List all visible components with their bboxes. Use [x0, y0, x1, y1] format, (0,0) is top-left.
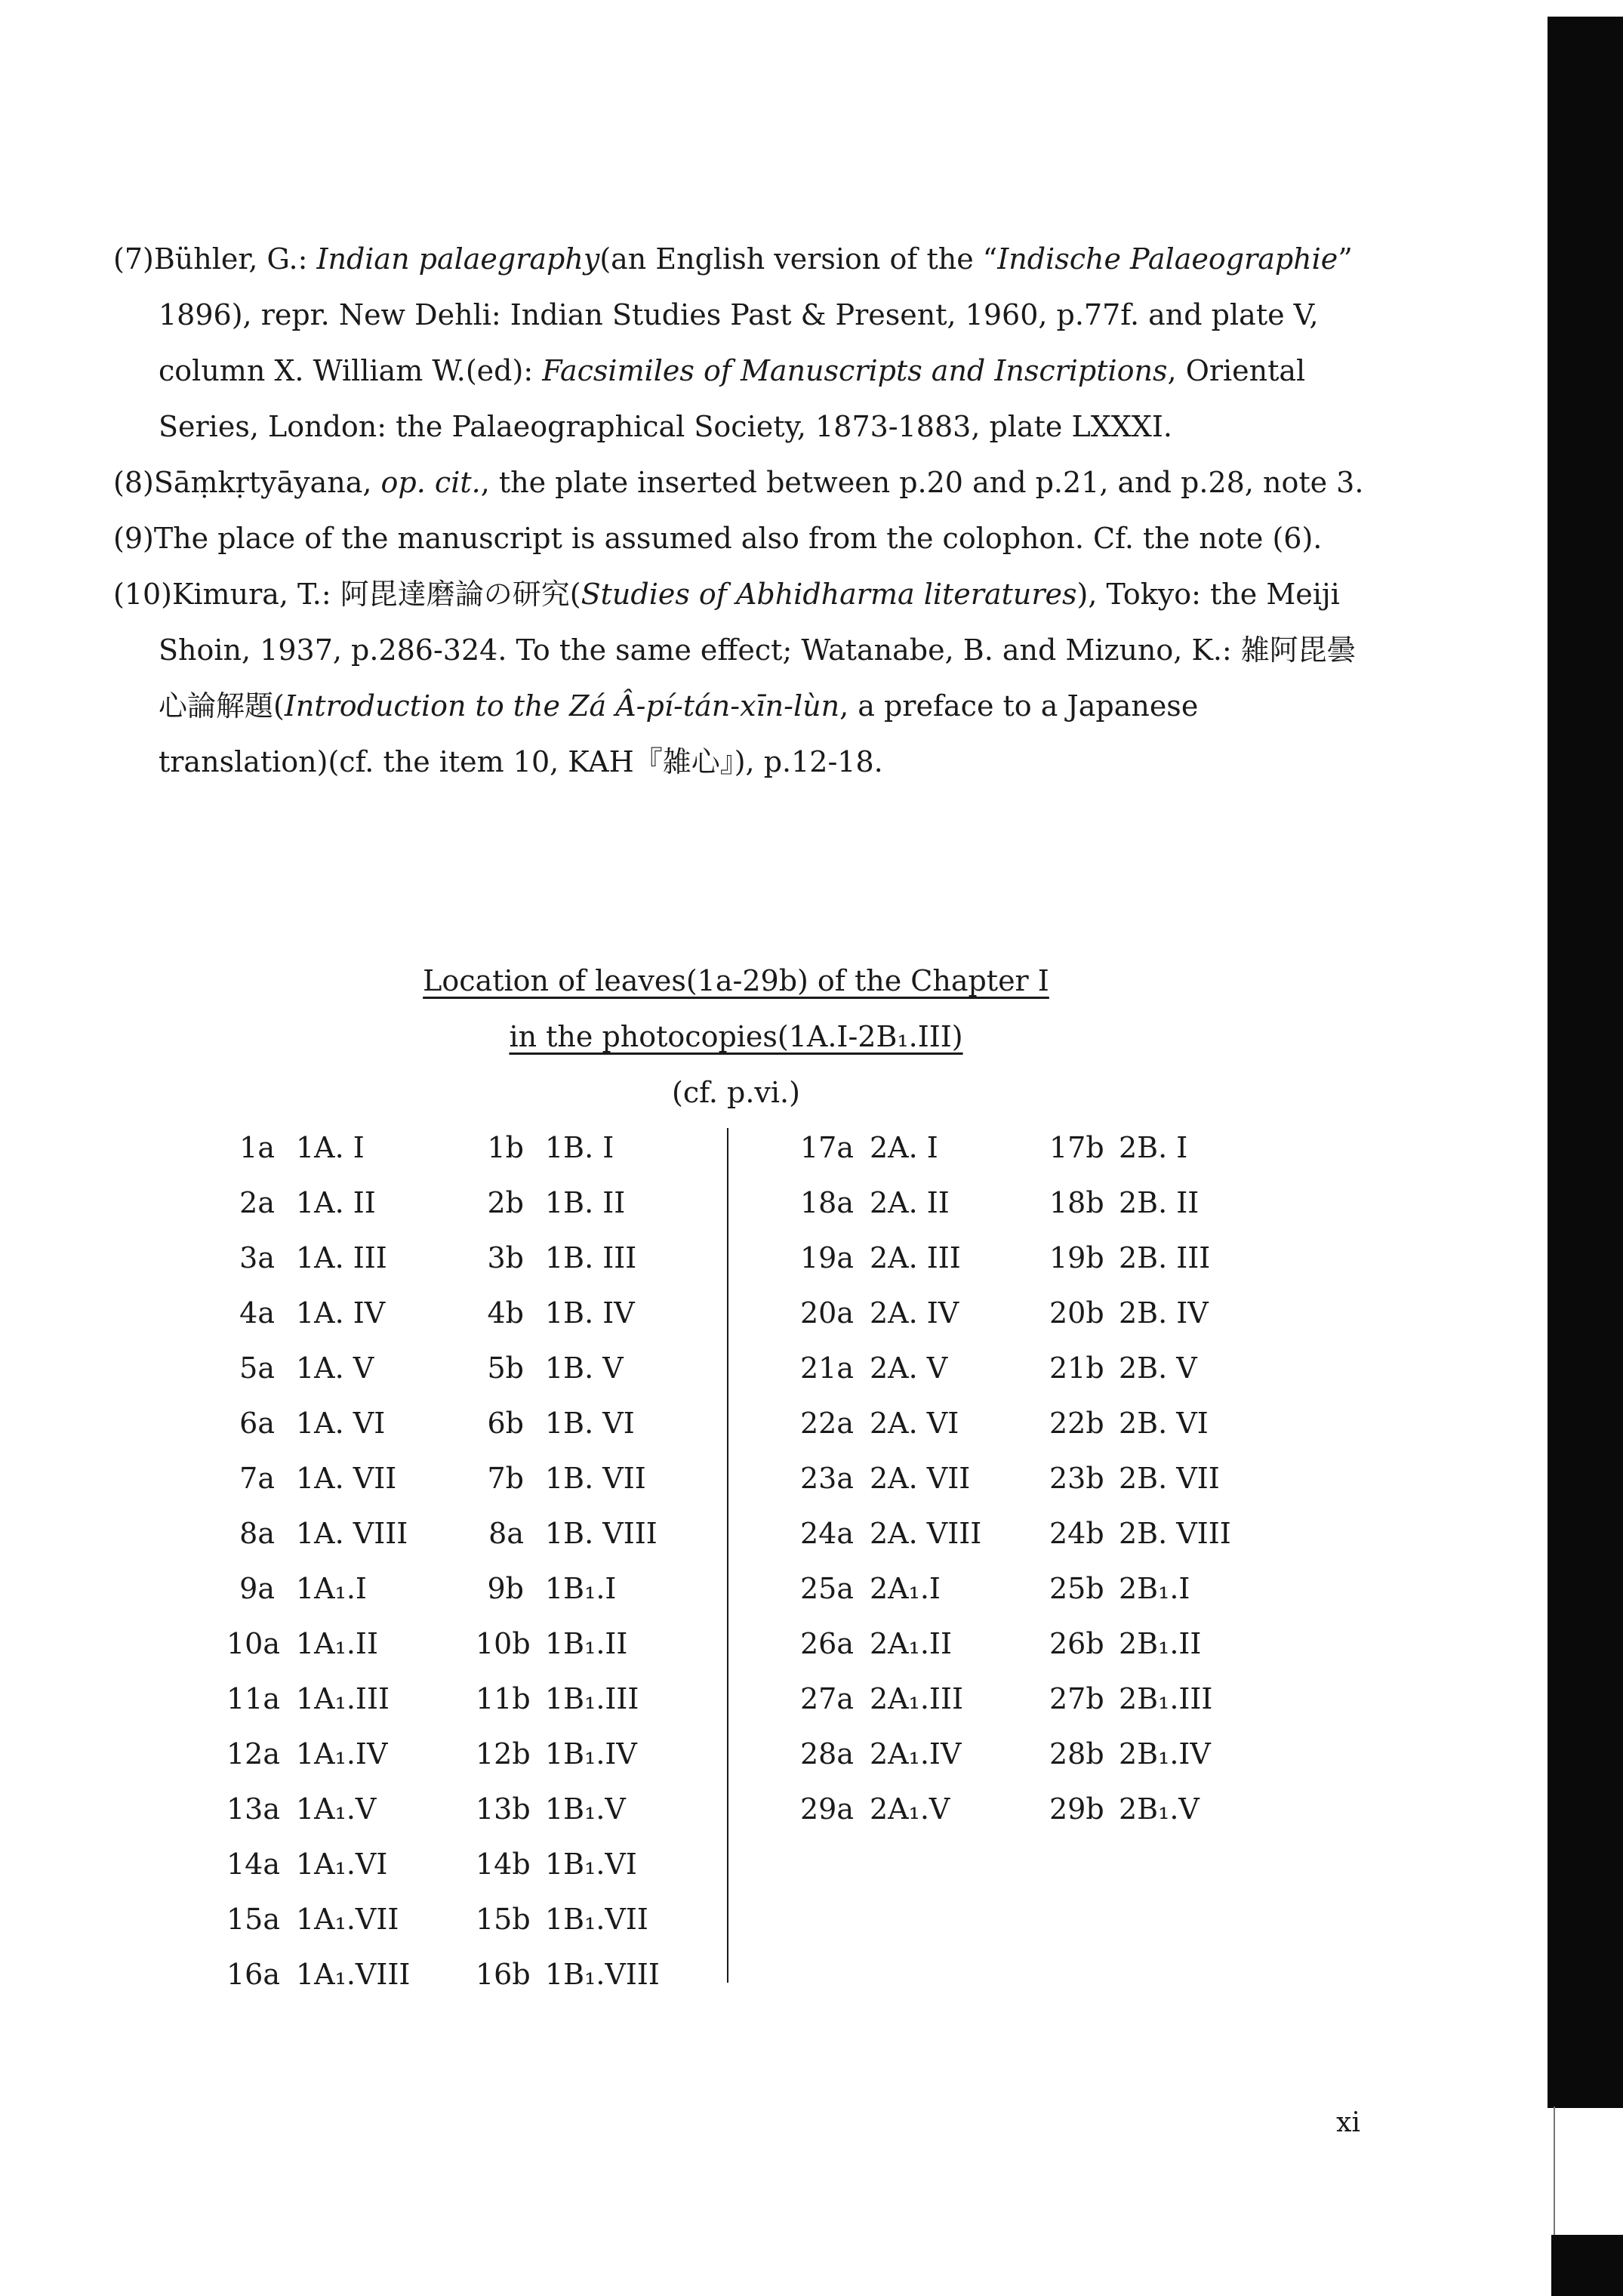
leaf-id: 15b: [476, 1903, 531, 1936]
leaf-id: 27a: [800, 1682, 855, 1715]
leaf-id: 7b: [487, 1462, 524, 1495]
table-row: [476, 1451, 660, 1506]
photocopy-location: 1B₁.I: [545, 1572, 617, 1605]
table-row: [800, 1176, 981, 1231]
table-row: [476, 1396, 660, 1451]
photocopy-location: 2A. VIII: [870, 1517, 982, 1550]
table-row: [800, 1672, 981, 1727]
leaf-id: 11b: [476, 1682, 531, 1715]
leaf-id: 21a: [800, 1351, 855, 1385]
leaf-id: 20b: [1049, 1296, 1104, 1330]
photocopy-location: 1B. IV: [545, 1296, 635, 1330]
leaf-id: 1a: [239, 1131, 275, 1164]
leaf-id: 19b: [1049, 1241, 1104, 1274]
photocopy-location: 1B. V: [545, 1351, 624, 1385]
photocopy-location: 2A₁.III: [870, 1682, 963, 1715]
table-caption-line3: (cf. p.vi.): [672, 1076, 800, 1109]
photocopy-location: 2B. II: [1119, 1186, 1200, 1219]
photocopy-location: 1B₁.VIII: [545, 1958, 660, 1991]
table-row: [1049, 1561, 1231, 1616]
photocopy-location: 2A. I: [870, 1131, 938, 1164]
table-row: [226, 1727, 410, 1782]
photocopy-location: 2B₁.V: [1119, 1792, 1200, 1826]
table-row: [1049, 1341, 1231, 1396]
table-row: [476, 1176, 660, 1231]
leaf-id: 13a: [226, 1792, 281, 1826]
photocopy-location: 2A₁.I: [870, 1572, 941, 1605]
leaf-id: 16b: [476, 1958, 531, 1991]
table-row: [800, 1561, 981, 1616]
table-row: [476, 1286, 660, 1341]
table-row: [800, 1120, 981, 1176]
photocopy-location: 1A₁.III: [296, 1682, 390, 1715]
table-row: [476, 1616, 660, 1672]
note-10: (10)Kimura, T.: 阿毘達磨論の研究(Studies of Abhidharma literatures), Tokyo: the Meiji Shoin, 1937, p.286-324. To the same effect; Watanabe, B. and Mizuno, K.: 雑阿毘曇心論解題(Introduction to the Zá Â-pí-tán-xīn-lùn, a preface to a Japanese translation)(cf. the item 10, KAH『雑心』), p.12-18.: [113, 578, 1356, 778]
leaf-id: 9a: [239, 1572, 275, 1605]
table-row: [800, 1506, 981, 1561]
photocopy-location: 1B₁.VII: [545, 1903, 648, 1936]
leaf-id: 6a: [239, 1407, 275, 1440]
leaf-id: 2b: [487, 1186, 524, 1219]
leaf-id: 23b: [1049, 1462, 1104, 1495]
photocopy-location: 1A₁.V: [296, 1792, 377, 1826]
table-row: [1049, 1616, 1231, 1672]
leaf-id: 1b: [487, 1131, 524, 1164]
photocopy-location: 2B₁.II: [1119, 1627, 1202, 1660]
footnotes: [113, 231, 1366, 790]
table-row: [476, 1947, 660, 2002]
table-row: [476, 1837, 660, 1892]
photocopy-location: 1A. V: [296, 1351, 374, 1385]
table-row: [476, 1561, 660, 1616]
table-row: [226, 1561, 410, 1616]
photocopy-location: 2B. VIII: [1119, 1517, 1231, 1550]
photocopy-location: 2B. III: [1119, 1241, 1211, 1274]
table-row: [1049, 1231, 1231, 1286]
photocopy-location: 1B. I: [545, 1131, 614, 1164]
photocopy-location: 1B₁.II: [545, 1627, 628, 1660]
photocopy-location: 1A. III: [296, 1241, 387, 1274]
photocopy-location: 1A. IV: [296, 1296, 386, 1330]
table-row: [476, 1341, 660, 1396]
leaf-id: 10b: [476, 1627, 531, 1660]
leaf-id: 21b: [1049, 1351, 1104, 1385]
leaf-id: 26a: [800, 1627, 855, 1660]
leaf-id: 6b: [487, 1407, 524, 1440]
scan-edge-line: [1554, 2106, 1555, 2235]
leaf-id: 11a: [226, 1682, 281, 1715]
leaf-id: 26b: [1049, 1627, 1104, 1660]
table-row: [226, 1396, 410, 1451]
leaf-id: 22a: [800, 1407, 855, 1440]
table-row: [1049, 1286, 1231, 1341]
photocopy-location: 1A. I: [296, 1131, 365, 1164]
table-row: [476, 1727, 660, 1782]
photocopy-location: 1A₁.II: [296, 1627, 378, 1660]
leaf-id: 23a: [800, 1462, 855, 1495]
leaf-id: 24b: [1049, 1517, 1104, 1550]
table-row: [226, 1176, 410, 1231]
table-row: [476, 1672, 660, 1727]
table-row: [1049, 1506, 1231, 1561]
table-row: [226, 1286, 410, 1341]
leaf-id: 22b: [1049, 1407, 1104, 1440]
leaf-id: 5a: [239, 1351, 275, 1385]
photocopy-location: 2B₁.IV: [1119, 1737, 1211, 1771]
photocopy-location: 1A₁.VI: [296, 1848, 388, 1881]
leaf-id: 13b: [476, 1792, 531, 1826]
table-column-1: [226, 1120, 410, 2002]
leaf-id: 18a: [800, 1186, 855, 1219]
photocopy-location: 2B₁.I: [1119, 1572, 1190, 1605]
table-row: [800, 1396, 981, 1451]
table-row: [800, 1727, 981, 1782]
leaf-id: 28b: [1049, 1737, 1104, 1771]
photocopy-location: 2B. I: [1119, 1131, 1188, 1164]
table-row: [226, 1672, 410, 1727]
table-row: [1049, 1176, 1231, 1231]
table-row: [800, 1286, 981, 1341]
table-row: [1049, 1396, 1231, 1451]
table-row: [1049, 1727, 1231, 1782]
photocopy-location: 2B₁.III: [1119, 1682, 1213, 1715]
leaf-id: 25a: [800, 1572, 855, 1605]
table-row: [476, 1231, 660, 1286]
photocopy-location: 1B. VII: [545, 1462, 646, 1495]
note-9: (9)The place of the manuscript is assumed also from the colophon. Cf. the note (6).: [113, 522, 1323, 555]
photocopy-location: 2A. VII: [870, 1462, 971, 1495]
table-row: [800, 1341, 981, 1396]
photocopy-location: 2A. II: [870, 1186, 950, 1219]
leaf-id: 8a: [488, 1517, 524, 1550]
note-8: (8)Sāṃkṛtyāyana, op. cit., the plate inserted between p.20 and p.21, and p.28, note 3.: [113, 466, 1364, 499]
photocopy-location: 1A. II: [296, 1186, 376, 1219]
table-caption-line1: Location of leaves(1a-29b) of the Chapter I: [423, 964, 1049, 997]
table-row: [226, 1506, 410, 1561]
photocopy-location: 1A₁.VIII: [296, 1958, 411, 1991]
photocopy-location: 2A₁.V: [870, 1792, 950, 1826]
table-row: [226, 1837, 410, 1892]
leaf-id: 9b: [487, 1572, 524, 1605]
table-row: [1049, 1120, 1231, 1176]
leaf-id: 25b: [1049, 1572, 1104, 1605]
photocopy-location: 1A₁.VII: [296, 1903, 399, 1936]
table-row: [226, 1231, 410, 1286]
table-row: [1049, 1451, 1231, 1506]
table-row: [226, 1947, 410, 2002]
table-row: [800, 1231, 981, 1286]
photocopy-location: 1A₁.IV: [296, 1737, 388, 1771]
leaf-id: 15a: [226, 1903, 281, 1936]
table-column-2: [476, 1120, 660, 2002]
table-row: [226, 1782, 410, 1837]
photocopy-location: 2A. VI: [870, 1407, 959, 1440]
leaf-id: 4a: [239, 1296, 275, 1330]
page-number: xi: [1336, 2107, 1360, 2138]
leaf-id: 14a: [226, 1848, 281, 1881]
leaf-id: 20a: [800, 1296, 855, 1330]
leaf-id: 17a: [800, 1131, 855, 1164]
leaf-id: 3b: [487, 1241, 524, 1274]
leaf-id: 12b: [476, 1737, 531, 1771]
leaf-id: 19a: [800, 1241, 855, 1274]
photocopy-location: 2A₁.IV: [870, 1737, 962, 1771]
table-row: [476, 1782, 660, 1837]
leaf-id: 7a: [239, 1462, 275, 1495]
photocopy-location: 1B₁.V: [545, 1792, 626, 1826]
table-column-3: [800, 1120, 981, 1837]
table-row: [226, 1120, 410, 1176]
photocopy-location: 2B. IV: [1119, 1296, 1209, 1330]
table-caption-line2: in the photocopies(1A.I-2B₁.III): [509, 1020, 963, 1053]
photocopy-location: 1B₁.VI: [545, 1848, 637, 1881]
leaf-id: 3a: [239, 1241, 275, 1274]
photocopy-location: 2A. IV: [870, 1296, 959, 1330]
table-row: [226, 1341, 410, 1396]
photocopy-location: 1A. VII: [296, 1462, 397, 1495]
table-row: [476, 1506, 660, 1561]
leaf-id: 5b: [487, 1351, 524, 1385]
leaf-id: 24a: [800, 1517, 855, 1550]
leaf-id: 18b: [1049, 1186, 1104, 1219]
table-row: [800, 1451, 981, 1506]
leaf-id: 2a: [239, 1186, 275, 1219]
photocopy-location: 2B. VII: [1119, 1462, 1220, 1495]
photocopy-location: 1B₁.IV: [545, 1737, 637, 1771]
photocopy-location: 1B. II: [545, 1186, 626, 1219]
leaf-id: 10a: [226, 1627, 281, 1660]
photocopy-location: 2A₁.II: [870, 1627, 952, 1660]
leaf-id: 29b: [1049, 1792, 1104, 1826]
leaf-id: 17b: [1049, 1131, 1104, 1164]
table-row: [800, 1782, 981, 1837]
table-row: [226, 1616, 410, 1672]
leaf-id: 28a: [800, 1737, 855, 1771]
table-row: [1049, 1672, 1231, 1727]
table-divider: [727, 1128, 728, 1983]
photocopy-location: 2B. V: [1119, 1351, 1197, 1385]
table-row: [800, 1616, 981, 1672]
leaf-id: 4b: [487, 1296, 524, 1330]
leaf-id: 8a: [239, 1517, 275, 1550]
photocopy-location: 1B. III: [545, 1241, 637, 1274]
note-7: (7)Bühler, G.: Indian palaegraphy(an English version of the “Indische Palaeographie” 1896), repr. New Dehli: Indian Studies Past & Present, 1960, p.77f. and plate V, column X. William W.(ed): Facsimiles of Manuscripts and Inscriptions, Oriental Series, London: the Palaeographical Society, 1873-1883, plate LXXXI.: [113, 242, 1353, 443]
photocopy-location: 1B₁.III: [545, 1682, 639, 1715]
leaf-id: 29a: [800, 1792, 855, 1826]
table-column-4: [1049, 1120, 1231, 1837]
photocopy-location: 2A. V: [870, 1351, 948, 1385]
leaf-id: 12a: [226, 1737, 281, 1771]
photocopy-location: 1B. VI: [545, 1407, 635, 1440]
leaf-id: 16a: [226, 1958, 281, 1991]
photocopy-location: 1A₁.I: [296, 1572, 367, 1605]
photocopy-location: 1B. VIII: [545, 1517, 658, 1550]
photocopy-location: 2A. III: [870, 1241, 961, 1274]
table-row: [1049, 1782, 1231, 1837]
photocopy-location: 2B. VI: [1119, 1407, 1209, 1440]
table-row: [476, 1892, 660, 1947]
table-row: [226, 1451, 410, 1506]
table-row: [476, 1120, 660, 1176]
leaf-id: 14b: [476, 1848, 531, 1881]
scan-edge-bar-lower: [1551, 2235, 1623, 2296]
photocopy-location: 1A. VI: [296, 1407, 386, 1440]
scan-edge-bar: [1548, 17, 1623, 2108]
photocopy-location: 1A. VIII: [296, 1517, 408, 1550]
leaf-id: 27b: [1049, 1682, 1104, 1715]
table-row: [226, 1892, 410, 1947]
